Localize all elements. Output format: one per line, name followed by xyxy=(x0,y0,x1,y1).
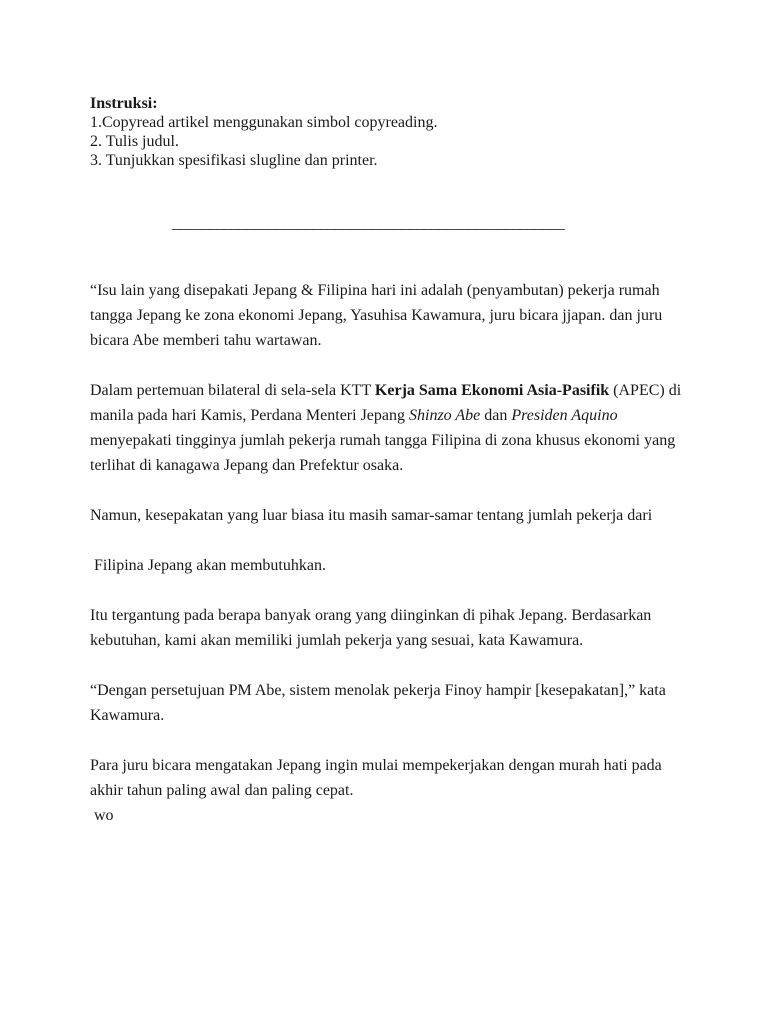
article-paragraph-8: wo xyxy=(94,807,114,824)
article-paragraph-7: Para juru bicara mengatakan Jepang ingin mulai mempekerjakan dengan murah hati pada akhir tahun paling awal dan paling cepat. xyxy=(90,757,662,799)
paragraph-2-text-3: dan xyxy=(480,407,512,424)
instruction-item-3: 3. Tunjukkan spesifikasi slugline dan printer. xyxy=(90,152,378,169)
article-paragraph-1: “Isu lain yang disepakati Jepang & Filipina hari ini adalah (penyambutan) pekerja rumah tangga Jepang ke zona ekonomi Jepang, Yasuhisa Kawamura, juru bicara jjapan. dan juru bicara Abe memberi tahu wartawan. xyxy=(90,282,663,349)
article-paragraph-3: Namun, kesepakatan yang luar biasa itu masih samar-samar tentang jumlah pekerja dari xyxy=(90,507,653,524)
paragraph-2-italic-aquino: Presiden Aquino xyxy=(511,407,618,424)
instruction-item-1: 1.Copyread artikel menggunakan simbol copyreading. xyxy=(90,114,438,131)
paragraph-2-bold-apec: Kerja Sama Ekonomi Asia-Pasifik xyxy=(374,382,610,399)
paragraph-2-text-2: (APEC) di manila pada hari Kamis, Perdana Menteri Jepang xyxy=(90,382,682,424)
paragraph-2-italic-abe: Shinzo Abe xyxy=(409,407,481,424)
article-paragraph-6: “Dengan persetujuan PM Abe, sistem menolak pekerja Finoy hampir [kesepakatan],” kata Kawamura. xyxy=(90,682,666,724)
paragraph-2-text-1: Dalam pertemuan bilateral di sela-sela KTT xyxy=(90,382,375,399)
article-paragraph-5: Itu tergantung pada berapa banyak orang yang diinginkan di pihak Jepang. Berdasarkan kebutuhan, kami akan memiliki jumlah pekerja yang sesuai, kata Kawamura. xyxy=(90,607,652,649)
article-paragraph-4: Filipina Jepang akan membutuhkan. xyxy=(94,557,326,574)
instructions-block xyxy=(90,94,690,170)
instructions-title: Instruksi: xyxy=(90,95,158,112)
divider-line: _____________________________________________________ xyxy=(172,215,565,232)
article-paragraph-2 xyxy=(90,378,690,478)
article-body xyxy=(90,278,690,828)
paragraph-2-text-4: menyepakati tingginya jumlah pekerja rumah tangga Filipina di zona khusus ekonomi yang terlihat di kanagawa Jepang dan Prefektur osaka. xyxy=(90,432,676,474)
instruction-item-2: 2. Tulis judul. xyxy=(90,133,179,150)
